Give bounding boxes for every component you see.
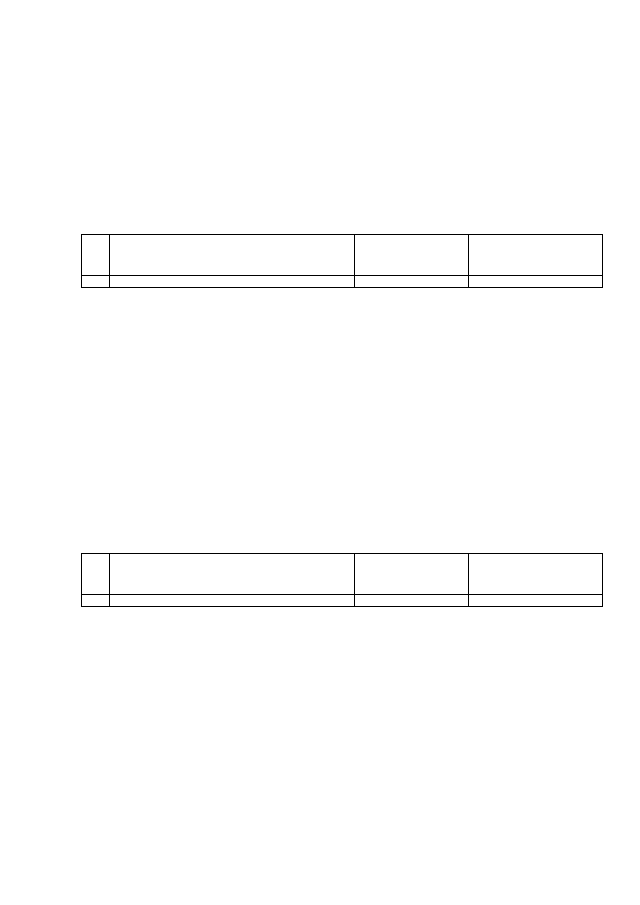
column-number-row — [82, 595, 603, 607]
col-number — [110, 276, 355, 288]
header-num — [82, 235, 110, 276]
header-num — [82, 554, 110, 595]
column-number-row — [82, 276, 603, 288]
header-schedule — [355, 235, 469, 276]
header-schedule — [355, 554, 469, 595]
header-name — [110, 235, 355, 276]
col-number — [110, 595, 355, 607]
col-number — [469, 595, 603, 607]
section-4-table — [81, 553, 603, 607]
col-number — [82, 276, 110, 288]
col-number — [469, 276, 603, 288]
table-header-row — [82, 235, 603, 276]
col-number — [355, 595, 469, 607]
section-3-table — [81, 234, 603, 288]
header-finance — [469, 554, 603, 595]
header-name — [110, 554, 355, 595]
col-number — [355, 276, 469, 288]
table-header-row — [82, 554, 603, 595]
header-finance — [469, 235, 603, 276]
col-number — [82, 595, 110, 607]
